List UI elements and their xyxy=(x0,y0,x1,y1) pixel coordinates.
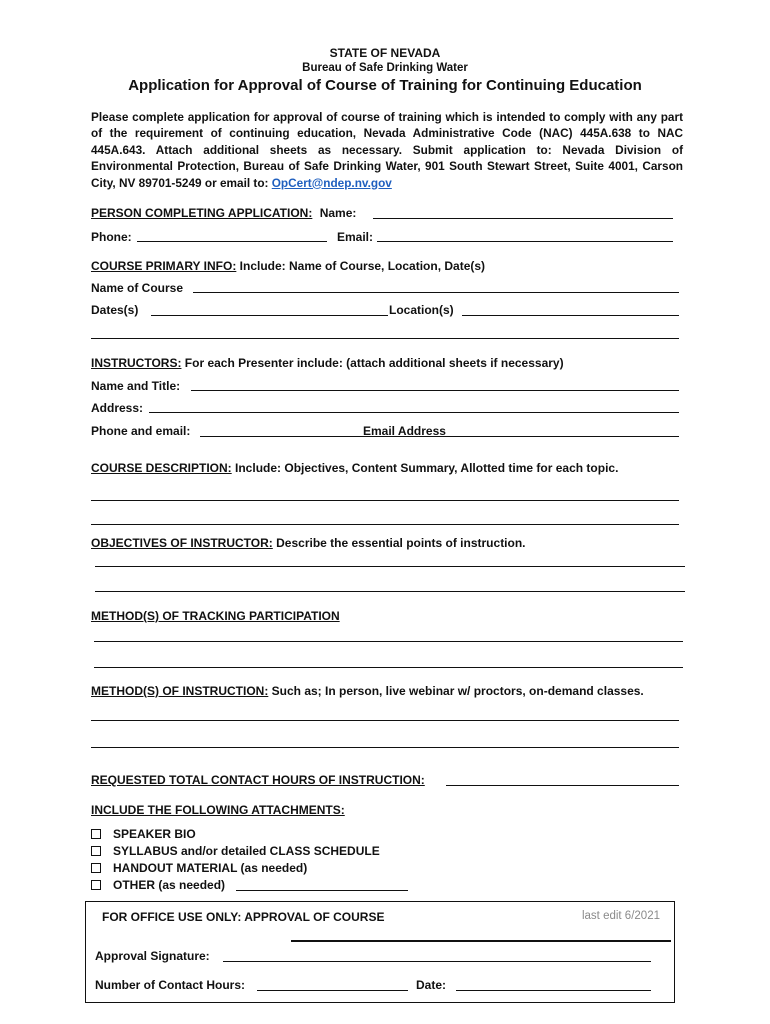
attachment-handout[interactable] xyxy=(91,861,307,875)
dates-label: Dates(s) xyxy=(91,303,139,317)
form-title: Application for Approval of Course of Training for Continuing Education xyxy=(128,77,642,94)
instruction-line-1[interactable] xyxy=(91,720,679,721)
bureau-heading: Bureau of Safe Drinking Water xyxy=(302,62,468,74)
contact-hours-field[interactable] xyxy=(257,990,408,991)
tracking-line-2[interactable] xyxy=(94,667,683,668)
email-label: Email: xyxy=(337,230,374,244)
objectives-line-1[interactable] xyxy=(95,566,685,567)
description-line-1[interactable] xyxy=(91,500,679,501)
name-field[interactable] xyxy=(373,218,673,219)
date-field[interactable] xyxy=(456,990,651,991)
date-label: Date: xyxy=(416,978,447,992)
course-name-field[interactable] xyxy=(193,292,679,293)
other-field[interactable] xyxy=(236,890,408,891)
attachments-heading-row xyxy=(91,803,345,817)
checkbox-icon[interactable] xyxy=(91,846,101,856)
email-field[interactable] xyxy=(377,241,673,242)
dates-field[interactable] xyxy=(151,315,388,316)
attachment-label: SPEAKER BIO xyxy=(113,827,196,841)
instructions-text: Please complete application for approval of course of training which is intended to comply with any part of the requirement of continuing education, Nevada Administrative Code (NAC) 445A.638 to NAC 445A.643. Attach additional sheets as necessary. Submit application to: Nevada Division of Environmental Protection, Bureau of Safe Drinking Water, 901 South Stewart Street, Suite 4001, Carson City, NV 89701-5249 or email to: xyxy=(91,110,683,190)
objectives-heading-note: Describe the essential points of instruction. xyxy=(272,536,526,550)
objectives-heading: OBJECTIVES OF INSTRUCTOR: xyxy=(91,536,273,550)
tracking-heading-row xyxy=(91,609,340,623)
attachment-syllabus[interactable] xyxy=(91,844,380,858)
state-heading: STATE OF NEVADA xyxy=(329,46,441,60)
instruction-heading: METHOD(S) OF INSTRUCTION: xyxy=(91,684,269,698)
location-field[interactable] xyxy=(462,315,679,316)
checkbox-icon[interactable] xyxy=(91,863,101,873)
name-label: Name: xyxy=(319,206,357,220)
contact-hours-label: Number of Contact Hours: xyxy=(95,978,245,992)
last-edit-note: last edit 6/2021 xyxy=(581,910,660,922)
office-heading: FOR OFFICE USE ONLY: APPROVAL OF COURSE xyxy=(102,910,385,924)
description-line-2[interactable] xyxy=(91,524,679,525)
approval-signature-field[interactable] xyxy=(223,961,651,962)
instructors-heading-note: For each Presenter include: (attach additional sheets if necessary) xyxy=(181,356,564,370)
email-link[interactable]: OpCert@ndep.nv.gov xyxy=(271,175,392,190)
objectives-heading-row xyxy=(91,536,526,550)
course-extra-line[interactable] xyxy=(91,338,679,339)
address-field[interactable] xyxy=(149,412,679,413)
tracking-heading: METHOD(S) OF TRACKING PARTICIPATION xyxy=(91,609,340,623)
person-heading-row xyxy=(91,206,356,220)
objectives-line-2[interactable] xyxy=(95,591,685,592)
name-title-label: Name and Title: xyxy=(91,379,181,393)
attachment-speaker-bio[interactable] xyxy=(91,827,196,841)
course-heading-note: Include: Name of Course, Location, Date(s) xyxy=(236,259,486,273)
description-heading: COURSE DESCRIPTION: xyxy=(91,461,232,475)
office-divider xyxy=(291,940,671,942)
tracking-line-1[interactable] xyxy=(94,641,683,642)
course-heading-row xyxy=(91,259,485,273)
office-use-box xyxy=(85,901,675,1003)
person-heading: PERSON COMPLETING APPLICATION: xyxy=(91,206,313,220)
phone-field[interactable] xyxy=(137,241,327,242)
course-heading: COURSE PRIMARY INFO: xyxy=(91,259,237,273)
attachment-label: HANDOUT MATERIAL (as needed) xyxy=(113,861,308,875)
instruction-line-2[interactable] xyxy=(91,747,679,748)
instruction-heading-note: Such as; In person, live webinar w/ proctors, on-demand classes. xyxy=(268,684,644,698)
attachment-label: SYLLABUS and/or detailed CLASS SCHEDULE xyxy=(113,844,380,858)
hours-heading: REQUESTED TOTAL CONTACT HOURS OF INSTRUCTION: xyxy=(91,773,425,787)
description-heading-note: Include: Objectives, Content Summary, Allotted time for each topic. xyxy=(231,461,619,475)
checkbox-icon[interactable] xyxy=(91,829,101,839)
course-name-label: Name of Course xyxy=(91,281,184,295)
instruction-heading-row xyxy=(91,684,644,698)
phone-label: Phone: xyxy=(91,230,132,244)
phone-email-label: Phone and email: xyxy=(91,424,191,438)
address-label: Address: xyxy=(91,401,144,415)
instructors-heading: INSTRUCTORS: xyxy=(91,356,182,370)
hours-heading-row xyxy=(91,773,425,787)
attachment-other[interactable] xyxy=(91,878,225,892)
description-heading-row xyxy=(91,461,618,475)
instructions-paragraph xyxy=(91,109,683,191)
name-title-field[interactable] xyxy=(191,390,679,391)
approval-signature-label: Approval Signature: xyxy=(95,949,210,963)
hours-field[interactable] xyxy=(446,785,679,786)
checkbox-icon[interactable] xyxy=(91,880,101,890)
email-address-label: Email Address xyxy=(363,424,446,438)
instructors-heading-row xyxy=(91,356,564,370)
attachment-label: OTHER (as needed) xyxy=(113,878,226,892)
location-label: Location(s) xyxy=(389,303,454,317)
attachments-heading: INCLUDE THE FOLLOWING ATTACHMENTS: xyxy=(91,803,345,817)
